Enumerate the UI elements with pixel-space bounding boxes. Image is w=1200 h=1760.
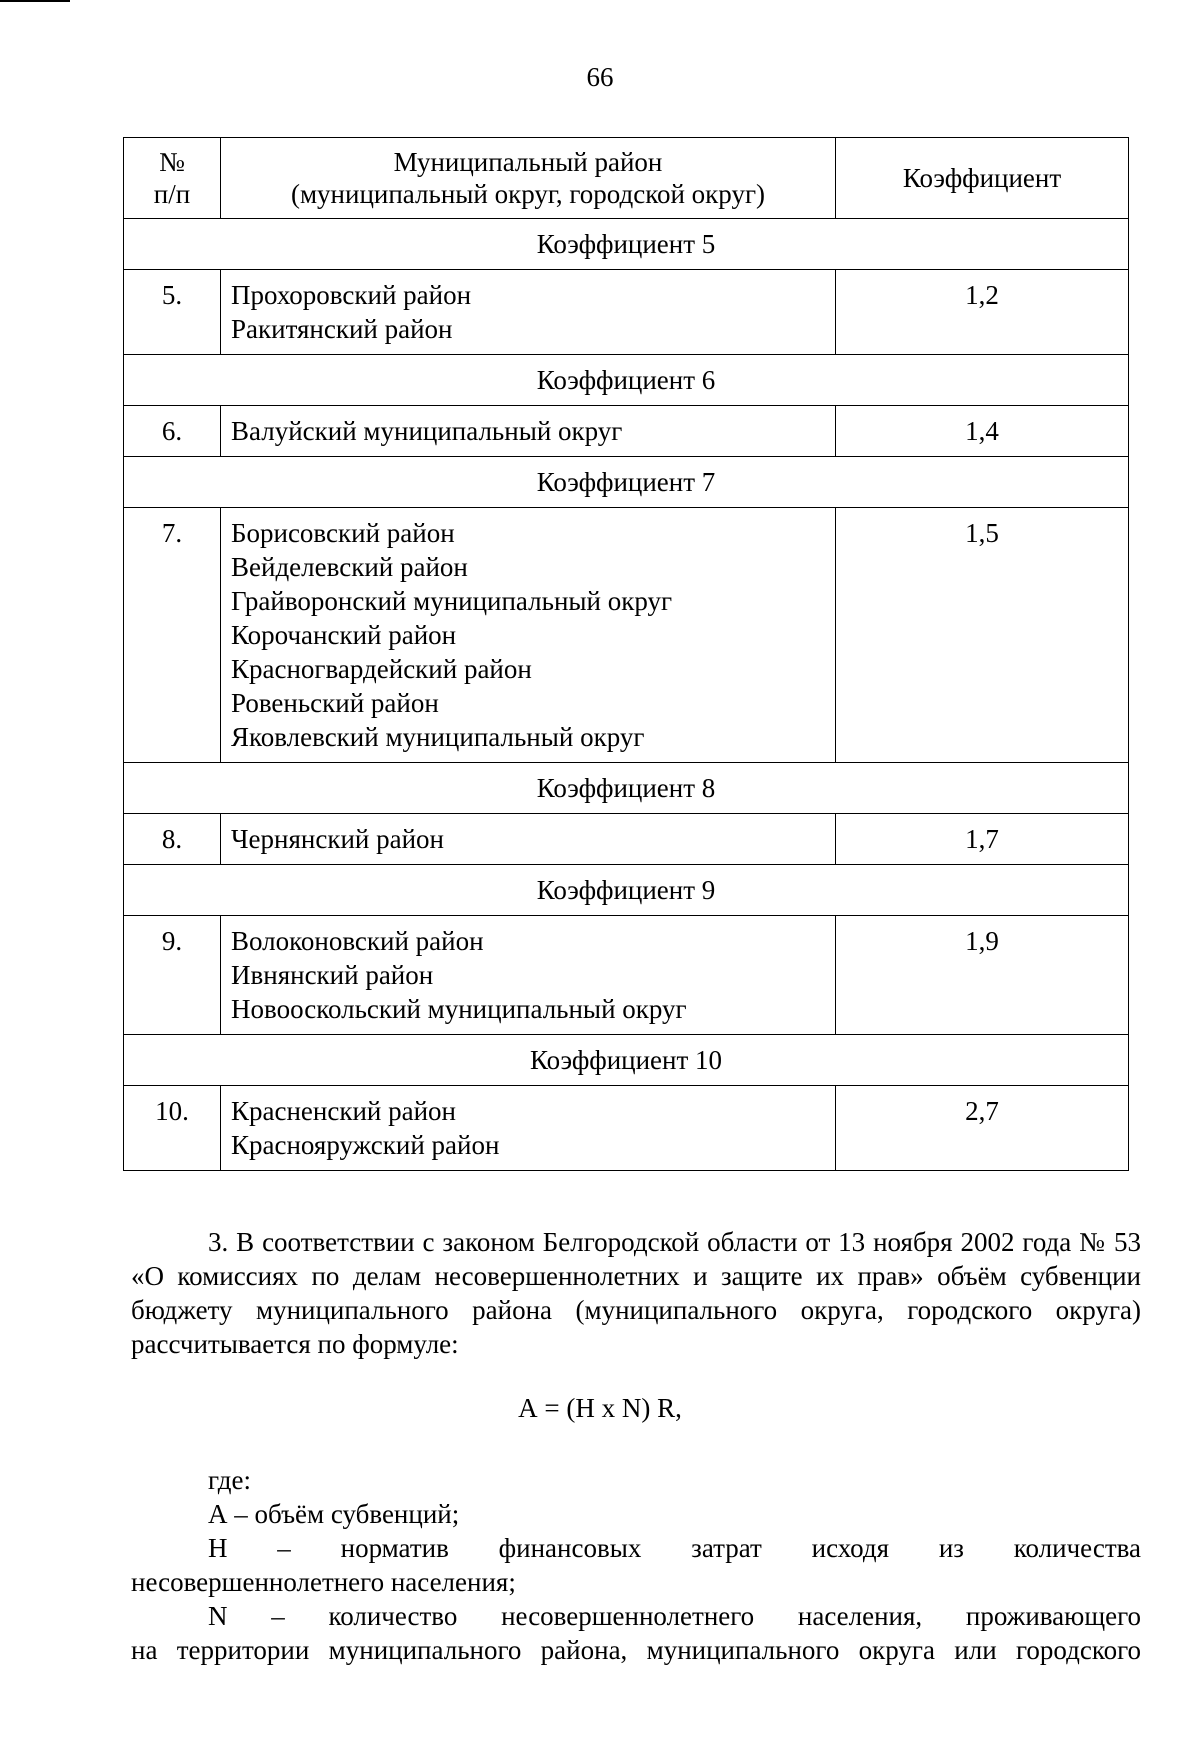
row-number: 7. (124, 508, 221, 763)
group-title: Коэффициент 10 (124, 1035, 1129, 1086)
table-row (124, 270, 1129, 355)
header-municipality-line: (муниципальный округ, городской округ) (290, 179, 766, 209)
text-section (131, 1225, 1141, 1361)
municipality-list (221, 508, 836, 763)
group-header-row (124, 1035, 1129, 1086)
group-title: Коэффициент 7 (124, 457, 1129, 508)
header-number-line: № (159, 147, 185, 177)
header-number-line: п/п (153, 179, 191, 209)
definition-a: А – объём субвенций; (208, 1499, 460, 1529)
table-row (124, 1086, 1129, 1171)
municipality-name: Чернянский район (231, 824, 444, 854)
definition-h-line2: несовершеннолетнего населения; (131, 1567, 516, 1597)
formula: А = (Н х N) R, (518, 1393, 682, 1423)
definition-h-line1: Н – норматив финансовых затрат исходя из количества (208, 1533, 1141, 1563)
header-number (124, 138, 221, 219)
definitions (131, 1463, 1141, 1667)
group-header-row (124, 865, 1129, 916)
municipality-list (221, 270, 836, 355)
group-title: Коэффициент 5 (124, 219, 1129, 270)
municipality-name: Волоконовский район (231, 926, 484, 956)
municipality-name: Красненский район (231, 1096, 456, 1126)
municipality-name: Новооскольский муниципальный округ (231, 994, 687, 1024)
municipality-name: Вейделевский район (231, 552, 468, 582)
table-body (124, 219, 1129, 1171)
coefficient-value: 2,7 (836, 1086, 1129, 1171)
municipality-list (221, 1086, 836, 1171)
municipality-name: Грайворонский муниципальный округ (231, 586, 673, 616)
row-number: 10. (124, 1086, 221, 1171)
coefficient-value: 1,4 (836, 406, 1129, 457)
group-title: Коэффициент 6 (124, 355, 1129, 406)
municipality-list (221, 406, 836, 457)
header-coefficient: Коэффициент (836, 138, 1129, 219)
row-number: 8. (124, 814, 221, 865)
paragraph-3: 3. В соответствии с законом Белгородской области от 13 ноября 2002 года № 53 «О комиссиях по делам несовершеннолетних и защите их прав» объём субвенции бюджету муниципального района (муниципального округа, городского округа) рассчитывается по формуле: (131, 1227, 1141, 1359)
table-row (124, 916, 1129, 1035)
coefficient-value: 1,5 (836, 508, 1129, 763)
group-header-row (124, 219, 1129, 270)
municipality-name: Ивнянский район (231, 960, 434, 990)
group-title: Коэффициент 8 (124, 763, 1129, 814)
group-header-row (124, 763, 1129, 814)
table-row (124, 814, 1129, 865)
municipality-name: Прохоровский район (231, 280, 472, 310)
municipality-name: Валуйский муниципальный округ (231, 416, 623, 446)
table-row (124, 406, 1129, 457)
table-header-row (124, 138, 1129, 219)
header-municipality-line: Муниципальный район (393, 147, 663, 177)
group-title: Коэффициент 9 (124, 865, 1129, 916)
group-header-row (124, 355, 1129, 406)
row-number: 6. (124, 406, 221, 457)
coefficient-value: 1,9 (836, 916, 1129, 1035)
definition-n-line2: на территории муниципального района, муниципального округа или городского (131, 1635, 1141, 1665)
municipality-name: Ровеньский район (231, 688, 439, 718)
coefficient-value: 1,7 (836, 814, 1129, 865)
municipality-name: Корочанский район (231, 620, 457, 650)
municipality-name: Яковлевский муниципальный округ (231, 722, 645, 752)
coefficient-table (123, 137, 1129, 1171)
row-number: 5. (124, 270, 221, 355)
table-row (124, 508, 1129, 763)
municipality-name: Красногвардейский район (231, 654, 532, 684)
scan-edge-mark (0, 0, 70, 2)
definition-n-line1: N – количество несовершеннолетнего населения, проживающего (208, 1601, 1141, 1631)
municipality-name: Краснояружский район (231, 1130, 500, 1160)
municipality-name: Борисовский район (231, 518, 455, 548)
municipality-list (221, 916, 836, 1035)
group-header-row (124, 457, 1129, 508)
coefficient-value: 1,2 (836, 270, 1129, 355)
page-number: 66 (586, 62, 614, 92)
municipality-name: Ракитянский район (231, 314, 453, 344)
row-number: 9. (124, 916, 221, 1035)
where-label: где: (208, 1465, 251, 1495)
municipality-list (221, 814, 836, 865)
header-municipality (221, 138, 836, 219)
